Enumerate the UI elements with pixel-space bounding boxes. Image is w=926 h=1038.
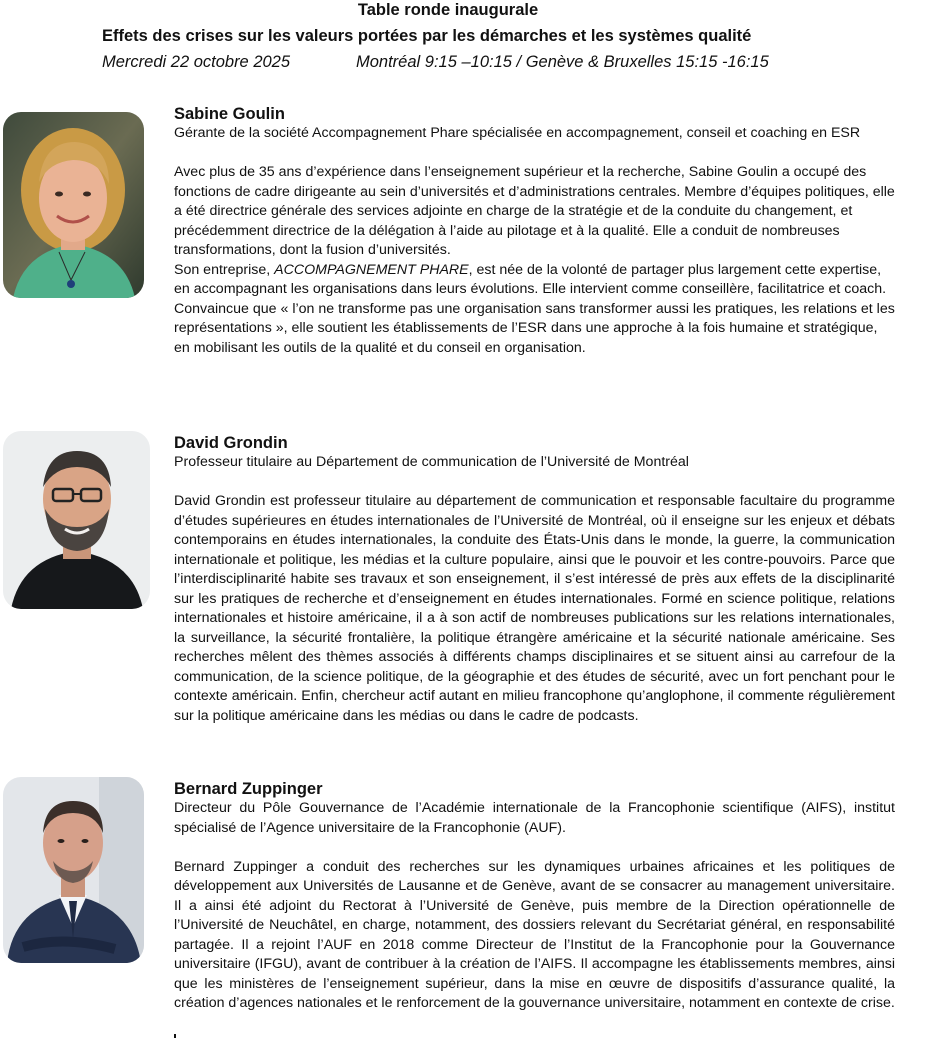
speaker-bio xyxy=(174,163,895,358)
speaker-name: David Grondin xyxy=(174,434,288,452)
bio-paragraph: Bernard Zuppinger a conduit des recherches sur les dynamiques urbaines africaines et les politiques de développement aux Universités de Lausanne et de Genève, avant de se consacrer au management universitaire. Il a ainsi été adjoint du Rectorat à l’Université de Genève, puis membre de la Direction opérationnelle de l’Université de Neuchâtel, en charge, notamment, des dossiers relevant du Secrétariat général, en responsabilité partagée. Il a rejoint l’AUF en 2018 comme Directeur de l’Institut de la Francophonie pour la Gouvernance universitaire (IFGU), avant de contribuer à la création de l’AIFS. Il accompagne les établissements membres, ainsi que les ministères de l’enseignement supérieur, dans la mise en œuvre de dispositifs d’assurance qualité, la création d’agences nationales et le renforcement de la gouvernance universitaire, notamment en contexte de crise. xyxy=(174,858,895,1011)
speaker-name: Sabine Goulin xyxy=(174,105,285,123)
bio-text: , est née de la volonté de partager plus largement cette expertise, en accompagnant les organisations dans leurs évolutions. Elle intervient comme conseillère, facilitatrice et coach. Convaincue que « l’on ne transforme pas une organisation sans transformer aussi les pratiques, les relations et les représentations », elle soutient les établissements de l’ESR dans une approche à la fois humaine et stratégique, en mobilisant les outils de la qualité et du conseil en organisation. xyxy=(174,261,895,356)
event-title: Table ronde inaugurale xyxy=(357,1,539,19)
bio-paragraph: David Grondin est professeur titulaire au département de communication et responsable facultaire du programme d’études supérieures en études internationales de l’Université de Montréal, où il enseigne sur les enjeux et débats contemporains en études internationales, la conduite des États-Unis dans le monde, la guerre, la communication internationale et politique, les médias et la culture populaire, ainsi que le pouvoir et les contre-pouvoirs. Parce que l’interdisciplinarité habite ses travaux et son enseignement, il s’est intéressé de près aux effets de la disciplinarité sur les pratiques de recherche et d’enseignement en études internationales. Formé en science politique, relations internationales et histoire américaine, il a à son actif de nombreuses publications sur les relations internationales, la surveillance, la sécurité frontalière, la politique étrangère américaine et la sécurité nationale américaine. Ses recherches mêlent des thèmes associés à différents champs disciplinaires et se situent ainsi au carrefour de la communication, de la science politique, de la géographie et des études de sécurité, avec un fort penchant pour le contexte américain. Enfin, chercheur actif autant en milieu francophone qu’anglophone, il commente régulièrement sur la politique américaine dans les médias ou dans le cadre de podcasts. xyxy=(174,493,895,724)
speaker-photo xyxy=(3,112,144,298)
speaker-bio xyxy=(174,492,895,726)
speaker-role: Professeur titulaire au Département de communication de l’Université de Montréal xyxy=(174,454,689,470)
event-times: Montréal 9:15 –10:15 / Genève & Bruxelles 15:15 -16:15 xyxy=(356,53,769,71)
event-subtitle: Effets des crises sur les valeurs portées par les démarches et les systèmes qualité xyxy=(102,27,752,45)
speaker-role: Directeur du Pôle Gouvernance de l’Académie internationale de la Francophonie scientifique (AIFS), institut spécialisé de l’Agence universitaire de la Francophonie (AUF). xyxy=(174,800,895,836)
text-cursor xyxy=(174,1034,176,1038)
bio-paragraph xyxy=(174,261,895,359)
speaker-bio xyxy=(174,858,895,1014)
bio-text: Son entreprise, xyxy=(174,261,275,278)
event-date: Mercredi 22 octobre 2025 xyxy=(102,53,291,71)
speaker-text xyxy=(174,433,895,726)
speaker-text xyxy=(174,779,895,1014)
bio-paragraph: Avec plus de 35 ans d’expérience dans l’enseignement supérieur et la recherche, Sabine Goulin a occupé des fonctions de cadre dirigeante au sein d’universités et d’administrations centrales. Membre d’équipes politiques, elle a été directrice générale des services adjointe en charge de la stratégie et de la conduite du changement, et précédemment directrice de la délégation à l’aide au pilotage et à la qualité. Elle a conduit de nombreuses transformations, dont la fusion d’universités. xyxy=(174,164,895,258)
speaker-name: Bernard Zuppinger xyxy=(174,780,323,798)
speaker-text xyxy=(174,104,895,358)
company-name: ACCOMPAGNEMENT PHARE xyxy=(274,261,469,278)
speaker-role: Gérante de la société Accompagnement Phare spécialisée en accompagnement, conseil et coaching en ESR xyxy=(174,125,861,141)
speaker-photo xyxy=(3,777,144,963)
speaker-photo xyxy=(3,431,150,609)
